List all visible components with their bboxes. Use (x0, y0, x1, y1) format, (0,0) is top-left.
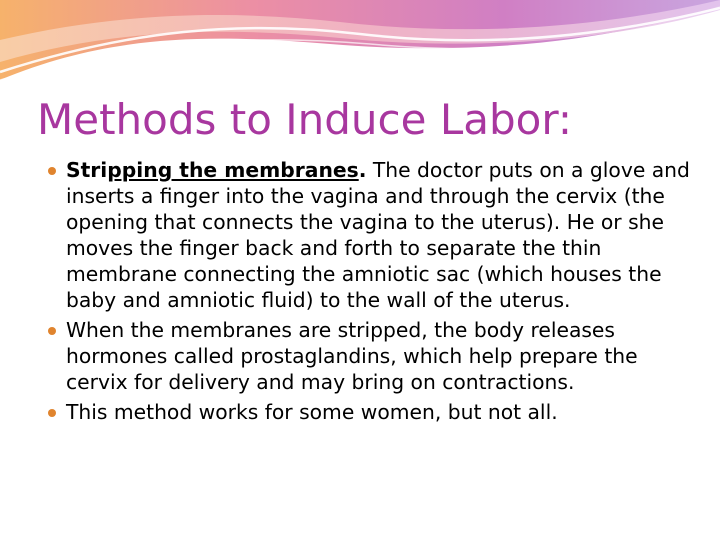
lead-prefix: Stri (66, 158, 108, 182)
bullet-item-stripping (48, 157, 698, 313)
bullet-dot-icon (48, 327, 56, 335)
bullet-body-text: This method works for some women, but not all. (66, 400, 558, 424)
bullet-list (48, 157, 698, 429)
lead-period: . (358, 158, 367, 182)
bullet-lead-text (66, 158, 366, 182)
lead-underlined: pping the membranes (107, 158, 359, 182)
bullet-body-text: The doctor puts on a glove and inserts a finger into the vagina and through the cervix (the opening that connects the vagina to the uterus). He or she moves the finger back and forth to separate the thin membrane connecting the amniotic sac (which houses the baby and amniotic fluid) to the wall of the uterus. (66, 158, 690, 312)
bullet-dot-icon (48, 409, 56, 417)
bullet-item-hormones (48, 317, 698, 395)
bullet-item-effectiveness (48, 399, 698, 425)
slide-title: Methods to Induce Labor: (37, 95, 573, 144)
header-wave-banner (0, 0, 720, 90)
bullet-body-text: When the membranes are stripped, the body releases hormones called prostaglandins, which help prepare the cervix for delivery and may bring on contractions. (66, 318, 638, 394)
bullet-dot-icon (48, 167, 56, 175)
